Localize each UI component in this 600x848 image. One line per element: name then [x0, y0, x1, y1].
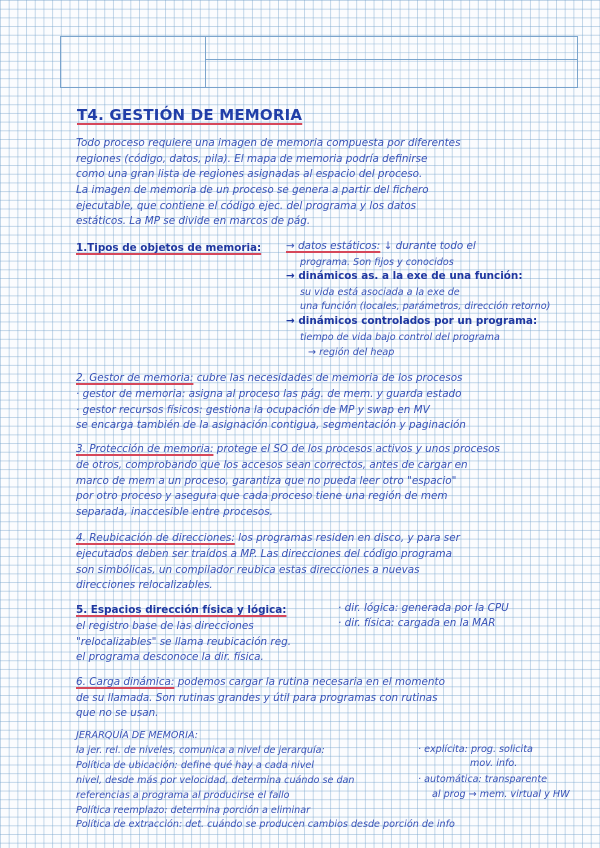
- jerarquia-right-line: · automática: transparente: [418, 774, 548, 785]
- jerarquia-left-line: Política de extracción: det. cuándo se producen cambios desde porción de info: [76, 819, 455, 830]
- section-3-text: protege el SO de los procesos activos y unos procesos: [213, 443, 500, 455]
- jerarquia-right-line: · explícita: prog. solicita: [418, 744, 533, 755]
- section-2-text: cubre las necesidades de memoria de los procesos: [193, 372, 463, 384]
- jerarquia-left-line: Política de ubicación: define qué hay a cada nivel: [76, 760, 314, 771]
- section-2-line: · gestor recursos físicos: gestiona la ocupación de MP y swap en MV: [76, 404, 430, 416]
- section-4-line: [76, 532, 460, 546]
- intro-line: regiones (código, datos, pila). El mapa de memoria podría definirse: [76, 153, 428, 165]
- header-divider-vertical: [205, 37, 206, 87]
- section-1-item: → región del heap: [308, 347, 395, 358]
- jerarquia-left-line: Política reemplazo: determina porción a eliminar: [76, 805, 311, 816]
- jerarquia-left-line: la jer. rel. de niveles, comunica a nivel de jerarquía:: [76, 745, 325, 756]
- intro-line: ejecutable, que contiene el código ejec. del programa y los datos: [76, 200, 417, 212]
- section-6-line: que no se usan.: [76, 707, 159, 719]
- section-3-line: de otros, comprobando que los accesos sean correctos, antes de cargar en: [76, 459, 468, 471]
- jerarquia-right-line: al prog → mem. virtual y HW: [432, 789, 570, 800]
- section-5-left-line: "relocalizables" se llama reubicación reg.: [76, 636, 291, 648]
- section-5-left-line: el registro base de las direcciones: [76, 620, 254, 632]
- section-3-line: separada, inaccesible entre procesos.: [76, 506, 273, 518]
- section-4-heading: 4. Reubicación de direcciones:: [76, 532, 235, 544]
- section-5-right-line: · dir. física: cargada en la MAR: [338, 617, 496, 629]
- page-title: T4. GESTIÓN DE MEMORIA: [77, 106, 303, 124]
- section-5-left-line: el programa desconoce la dir. física.: [76, 651, 264, 663]
- section-1-item: [286, 240, 476, 254]
- section-5-heading: 5. Espacios dirección física y lógica:: [76, 604, 287, 616]
- section-6-line: de su llamada. Son rutinas grandes y útil para programas con rutinas: [76, 692, 438, 704]
- section-3-heading: 3. Protección de memoria:: [76, 443, 214, 455]
- intro-line: Todo proceso requiere una imagen de memoria compuesta por diferentes: [76, 137, 461, 149]
- section-2-line: se encarga también de la asignación contigua, segmentación y paginación: [76, 419, 466, 431]
- section-1-item: → dinámicos controlados por un programa:: [286, 315, 538, 327]
- section-2-heading: 2. Gestor de memoria:: [76, 372, 194, 384]
- section-2-line: · gestor de memoria: asigna al proceso las pág. de mem. y guarda estado: [76, 388, 462, 400]
- section-1-item: programa. Son fijos y conocidos: [300, 257, 454, 268]
- intro-line: estáticos. La MP se divide en marcos de pág.: [76, 215, 311, 227]
- section-1-item: su vida está asociada a la exe de: [300, 287, 460, 298]
- header-box: [60, 36, 578, 88]
- section-5-right-line: · dir. lógica: generada por la CPU: [338, 602, 509, 614]
- section-4-line: ejecutados deben ser traídos a MP. Las direcciones del código programa: [76, 548, 452, 560]
- jerarquia-left-line: referencias a programa al producirse el fallo: [76, 790, 290, 801]
- jerarquia-left-line: nivel, desde más por velocidad, determina cuándo se dan: [76, 775, 355, 786]
- section-1-item: → dinámicos as. a la exe de una función:: [286, 270, 523, 282]
- section-1-heading: 1.Tipos de objetos de memoria:: [76, 242, 262, 254]
- intro-line: como una gran lista de regiones asignadas al espacio del proceso.: [76, 168, 423, 180]
- jerarquia-heading: JERARQUÍA DE MEMORIA:: [76, 730, 198, 741]
- section-3-line: marco de mem a un proceso, garantiza que no pueda leer otro "espacio": [76, 475, 457, 487]
- section-4-line: direcciones relocalizables.: [76, 579, 213, 591]
- header-divider-horizontal: [205, 59, 577, 60]
- section-6-text: podemos cargar la rutina necesaria en el momento: [174, 676, 445, 688]
- section-4-text: los programas residen en disco, y para ser: [234, 532, 460, 544]
- section-1-item-text: ↓ durante todo el: [380, 240, 476, 252]
- section-4-line: son simbólicas, un compilador reubica estas direcciones a nuevas: [76, 564, 420, 576]
- section-3-line: [76, 443, 500, 457]
- section-1-item-head: → datos estáticos:: [286, 240, 381, 252]
- section-1-item: tiempo de vida bajo control del programa: [300, 332, 500, 343]
- section-1-item: una función (locales, parámetros, dirección retorno): [300, 301, 551, 312]
- intro-line: La imagen de memoria de un proceso se genera a partir del fichero: [76, 184, 429, 196]
- section-3-line: por otro proceso y asegura que cada proceso tiene una región de mem: [76, 490, 448, 502]
- section-2-line: [76, 372, 462, 386]
- section-6-heading: 6. Carga dinámica:: [76, 676, 175, 688]
- section-6-line: [76, 676, 445, 690]
- jerarquia-right-line: mov. info.: [470, 758, 518, 769]
